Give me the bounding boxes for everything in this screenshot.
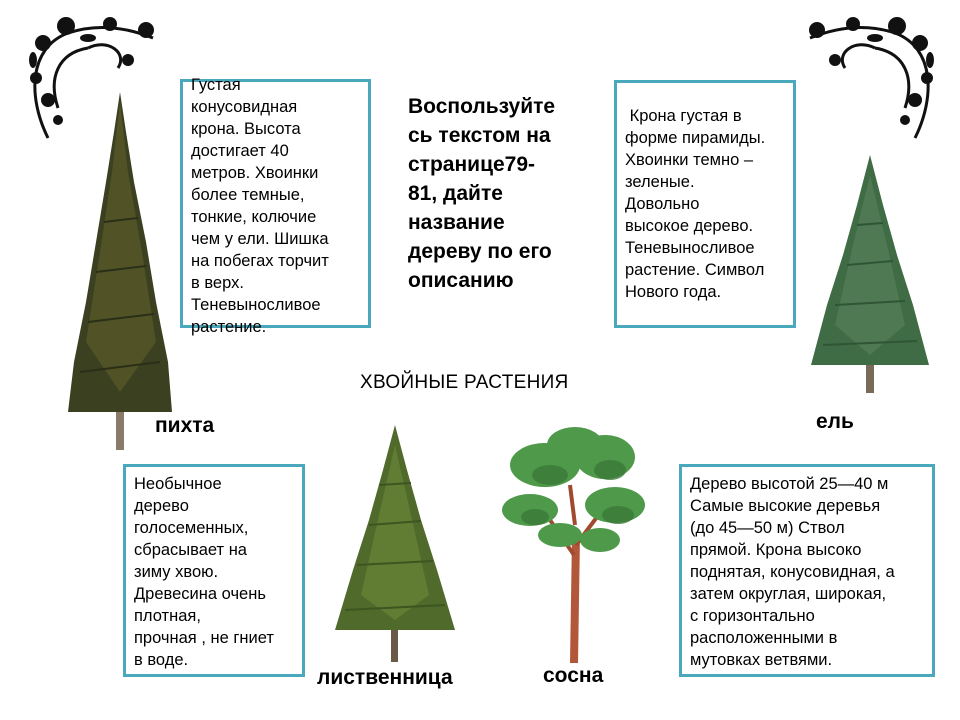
- spruce-label: ель: [816, 410, 854, 433]
- pine-label: сосна: [543, 664, 604, 687]
- spruce-description-box: Крона густая в форме пирамиды. Хвоинки темно – зеленые. Довольно высокое дерево. Теневыносливое растение. Символ Нового года.: [614, 80, 796, 328]
- larch-tree-icon: [325, 425, 465, 665]
- fir-tree-icon: [60, 92, 180, 452]
- fir-label: пихта: [155, 414, 215, 437]
- larch-label: лиственница: [317, 666, 453, 689]
- pine-tree-icon: [500, 425, 650, 665]
- fir-description-box: [180, 76, 371, 336]
- spruce-tree-icon: [805, 155, 935, 395]
- floral-corner-right-icon: [795, 8, 945, 148]
- fir-description-text: Густая конусовидная крона. Высота достигает 40 метров. Хвоинки более темные, тонкие, колючие чем у ели. Шишка на побегах торчит в верх. Теневыносливое растение.: [191, 76, 329, 336]
- pine-description-box: Дерево высотой 25—40 м Самые высокие деревья (до 45—50 м) Ствол прямой. Крона высоко поднятая, конусовидная, а затем округлая, широкая, с горизонтально расположенными в мутовках ветвями.: [679, 464, 935, 677]
- page-title: ХВОЙНЫЕ РАСТЕНИЯ: [360, 372, 569, 393]
- instruction-text: Воспользуйте сь текстом на странице79- 81, дайте название дереву по его описанию: [408, 95, 556, 292]
- larch-description-box: Необычное дерево голосеменных, сбрасывает на зиму хвою. Древесина очень плотная, прочная , не гниет в воде.: [123, 464, 305, 677]
